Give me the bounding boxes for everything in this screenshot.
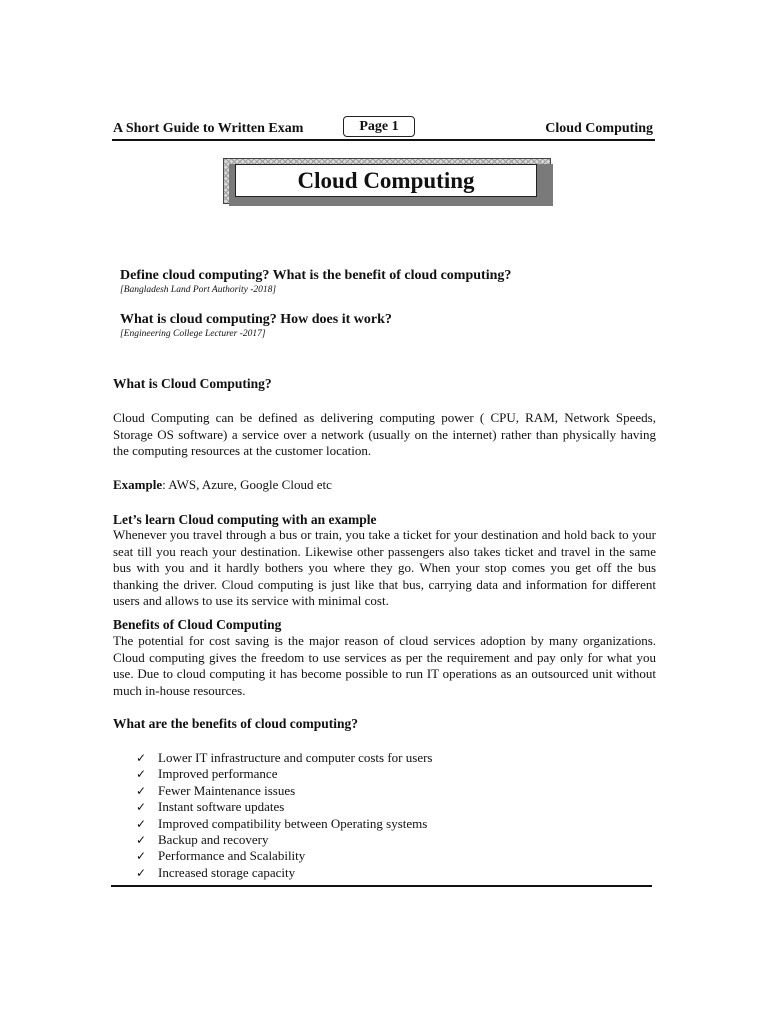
example-line <box>113 477 656 494</box>
page-number-badge: Page 1 <box>343 116 415 137</box>
page-title: Cloud Computing <box>235 164 537 197</box>
list-item-text: Performance and Scalability <box>158 848 306 864</box>
checkmark-icon: ✓ <box>136 865 147 880</box>
list-item-text: Improved performance <box>158 766 278 782</box>
question-2: What is cloud computing? How does it work? <box>120 312 392 327</box>
checkmark-icon: ✓ <box>136 767 147 782</box>
list-item <box>136 816 432 832</box>
section-heading-benefits-list: What are the benefits of cloud computing? <box>113 716 358 731</box>
header-topic: Cloud Computing <box>545 121 653 136</box>
section-heading-benefits: Benefits of Cloud Computing <box>113 617 282 632</box>
header-divider <box>112 139 655 141</box>
checkmark-icon: ✓ <box>136 751 147 765</box>
paragraph-definition: Cloud Computing can be defined as delivering computing power ( CPU, RAM, Network Speeds, Storage OS software) a service over a network (usually on the internet) rather than physically having the computing resources at the customer location. <box>113 410 656 458</box>
list-item-text: Backup and recovery <box>158 832 269 848</box>
list-item-text: Lower IT infrastructure and computer costs for users <box>158 750 433 765</box>
checkmark-icon: ✓ <box>136 833 147 848</box>
list-item <box>136 783 432 799</box>
footer-divider <box>111 885 652 887</box>
checkmark-icon: ✓ <box>136 816 147 831</box>
list-item <box>136 799 432 815</box>
list-item <box>136 848 432 864</box>
paragraph-bus-example: Whenever you travel through a bus or train, you take a ticket for your destination and hold back to your seat till you reach your destination. Likewise other passengers also takes ticket and travel in the same bus with you and it hardly bothers you where they go. When your stop comes you get off the bus thanking the driver. Cloud computing is just like that bus, carrying data and information for different users and allows to use its service with minimal cost. <box>113 527 656 608</box>
checkmark-icon: ✓ <box>136 849 147 864</box>
list-item <box>136 865 432 881</box>
section-heading-what-is: What is Cloud Computing? <box>113 376 272 391</box>
question-1: Define cloud computing? What is the benefit of cloud computing? <box>120 268 512 283</box>
list-item-text: Instant software updates <box>158 799 285 815</box>
checkmark-icon: ✓ <box>136 783 147 798</box>
example-text: : AWS, Azure, Google Cloud etc <box>162 477 332 492</box>
header-guide-title: A Short Guide to Written Exam <box>113 121 304 136</box>
question-1-source: [Bangladesh Land Port Authority -2018] <box>120 285 277 295</box>
example-label: Example <box>113 477 163 492</box>
paragraph-benefits: The potential for cost saving is the major reason of cloud services adoption by many organizations. Cloud computing gives the freedom to use services as per the requirement and pay only for what you use. Due to cloud computing it has become possible to run IT operations as an outsourced unit without much in-house resources. <box>113 633 656 698</box>
benefits-checklist <box>136 750 432 881</box>
list-item <box>136 832 432 848</box>
list-item <box>136 750 432 766</box>
list-item-text: Increased storage capacity <box>158 864 296 880</box>
list-item-text: Improved compatibility between Operating systems <box>158 815 428 831</box>
checkmark-icon: ✓ <box>136 800 147 815</box>
list-item-text: Fewer Maintenance issues <box>158 782 296 798</box>
list-item <box>136 766 432 782</box>
question-2-source: [Engineering College Lecturer -2017] <box>120 329 266 339</box>
section-heading-learn: Let’s learn Cloud computing with an example <box>113 512 377 527</box>
